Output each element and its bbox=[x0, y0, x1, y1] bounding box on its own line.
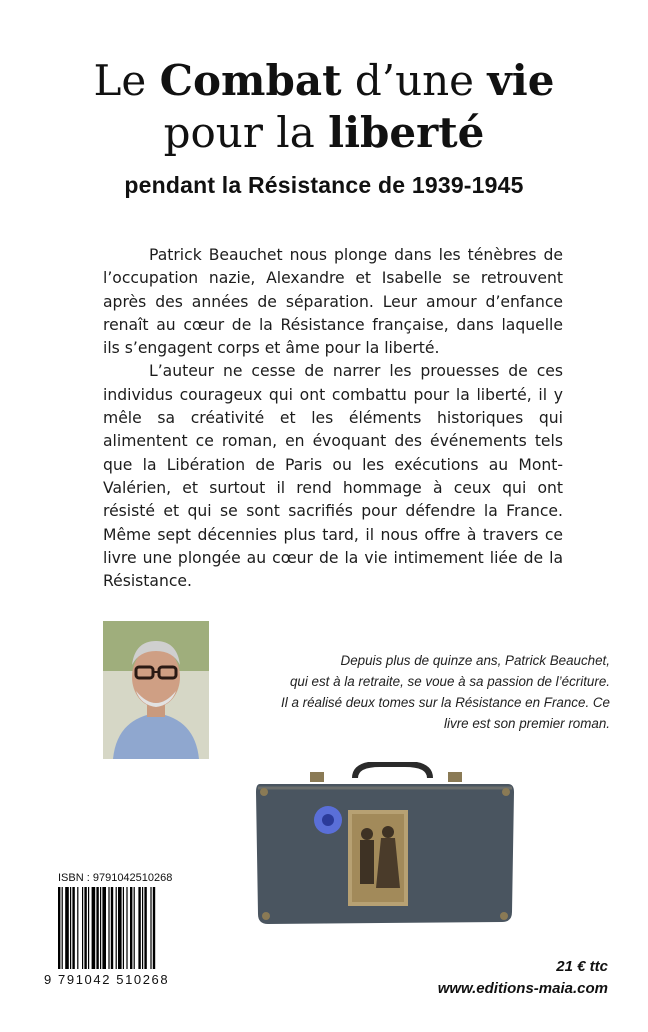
barcode-bar bbox=[108, 887, 109, 969]
suitcase-corner bbox=[500, 912, 508, 920]
barcode-bar bbox=[130, 887, 132, 969]
book-summary bbox=[103, 244, 563, 593]
barcode-bar bbox=[58, 887, 60, 969]
title-line-2 bbox=[0, 108, 648, 158]
barcode-bar bbox=[96, 887, 98, 969]
author-bio bbox=[232, 650, 610, 734]
title-bold-word: Combat bbox=[159, 56, 342, 105]
price: 21 € ttc bbox=[556, 958, 608, 975]
barcode-bar bbox=[116, 887, 117, 969]
barcode-bar bbox=[144, 887, 146, 969]
suitcase-corner bbox=[260, 788, 268, 796]
title-bold-word: vie bbox=[487, 56, 555, 105]
barcode-bar bbox=[72, 887, 74, 969]
barcode-bar bbox=[138, 887, 140, 969]
barcode-bar bbox=[82, 887, 83, 969]
title-bold-word: liberté bbox=[328, 108, 485, 157]
barcode-bar bbox=[102, 887, 106, 969]
barcode-bar bbox=[153, 887, 155, 969]
suitcase-corner bbox=[262, 912, 270, 920]
photo-figure-head bbox=[382, 826, 394, 838]
author-photo bbox=[103, 621, 209, 759]
cornflower-center bbox=[322, 814, 334, 826]
barcode-bar bbox=[150, 887, 151, 969]
summary-paragraph: Patrick Beauchet nous plonge dans les ténèbres de l’occupation nazie, Alexandre et Isabelle se retrouvent après des années de séparation. Leur amour d’enfance renaît au cœur de la Résistance française, dans laquelle ils s’engagent corps et âme pour la liberté. bbox=[103, 246, 563, 358]
photo-figure-head bbox=[361, 828, 373, 840]
isbn-label: ISBN : 9791042510268 bbox=[58, 872, 173, 884]
barcode-bar bbox=[77, 887, 78, 969]
suitcase-clasp-left bbox=[310, 772, 324, 782]
suitcase-clasp-right bbox=[448, 772, 462, 782]
author-portrait bbox=[103, 621, 209, 759]
barcode-bar bbox=[65, 887, 69, 969]
barcode-icon bbox=[58, 887, 186, 969]
title-line-1 bbox=[0, 56, 648, 106]
barcode-bar bbox=[100, 887, 101, 969]
publisher-website: www.editions-maia.com bbox=[437, 980, 608, 997]
title-text: Le bbox=[93, 56, 160, 105]
barcode-bar bbox=[88, 887, 89, 969]
barcode-bar bbox=[62, 887, 63, 969]
suitcase-image bbox=[250, 762, 520, 932]
subtitle: pendant la Résistance de 1939-1945 bbox=[124, 172, 524, 198]
summary-paragraph: L’auteur ne cesse de narrer les prouesses de ces individus courageux qui ont combattu pour la liberté, il y mêle sa créativité et les éléments historiques qui alimentent ce roman, en évoquant des événements tels que la Libération de Paris ou les exécutions au Mont-Valérien, et surtout il rend hommage à ceux qui ont résisté et qui se sont sacrifiés pour défendre la France. Même sept décennies plus tard, il nous offre à travers ce livre une plongée au cœur de la vie intimement liée de la Résistance. bbox=[103, 362, 563, 591]
barcode-bar bbox=[92, 887, 96, 969]
suitcase-corner bbox=[502, 788, 510, 796]
title-text: d’une bbox=[341, 56, 488, 105]
bio-line: qui est à la retraite, se voue à sa passion de l’écriture. bbox=[289, 674, 610, 689]
barcode-bar bbox=[126, 887, 127, 969]
barcode-bar bbox=[111, 887, 113, 969]
barcode-bar bbox=[118, 887, 122, 969]
suitcase-handle bbox=[355, 764, 430, 778]
suitcase-illustration bbox=[250, 762, 520, 932]
barcode-digits: 9 791042 510268 bbox=[44, 972, 170, 987]
barcode-bar bbox=[123, 887, 124, 969]
barcode-bar bbox=[134, 887, 135, 969]
barcode-bar bbox=[70, 887, 71, 969]
bio-line: livre est son premier roman. bbox=[444, 716, 610, 731]
bio-line: Depuis plus de quinze ans, Patrick Beauchet, bbox=[340, 653, 610, 668]
barcode-bar bbox=[142, 887, 143, 969]
bio-line: Il a réalisé deux tomes sur la Résistance en France. Ce bbox=[281, 695, 610, 710]
title-text: pour la bbox=[163, 108, 329, 157]
photo-figure-body bbox=[360, 840, 374, 884]
barcode-bar bbox=[84, 887, 86, 969]
